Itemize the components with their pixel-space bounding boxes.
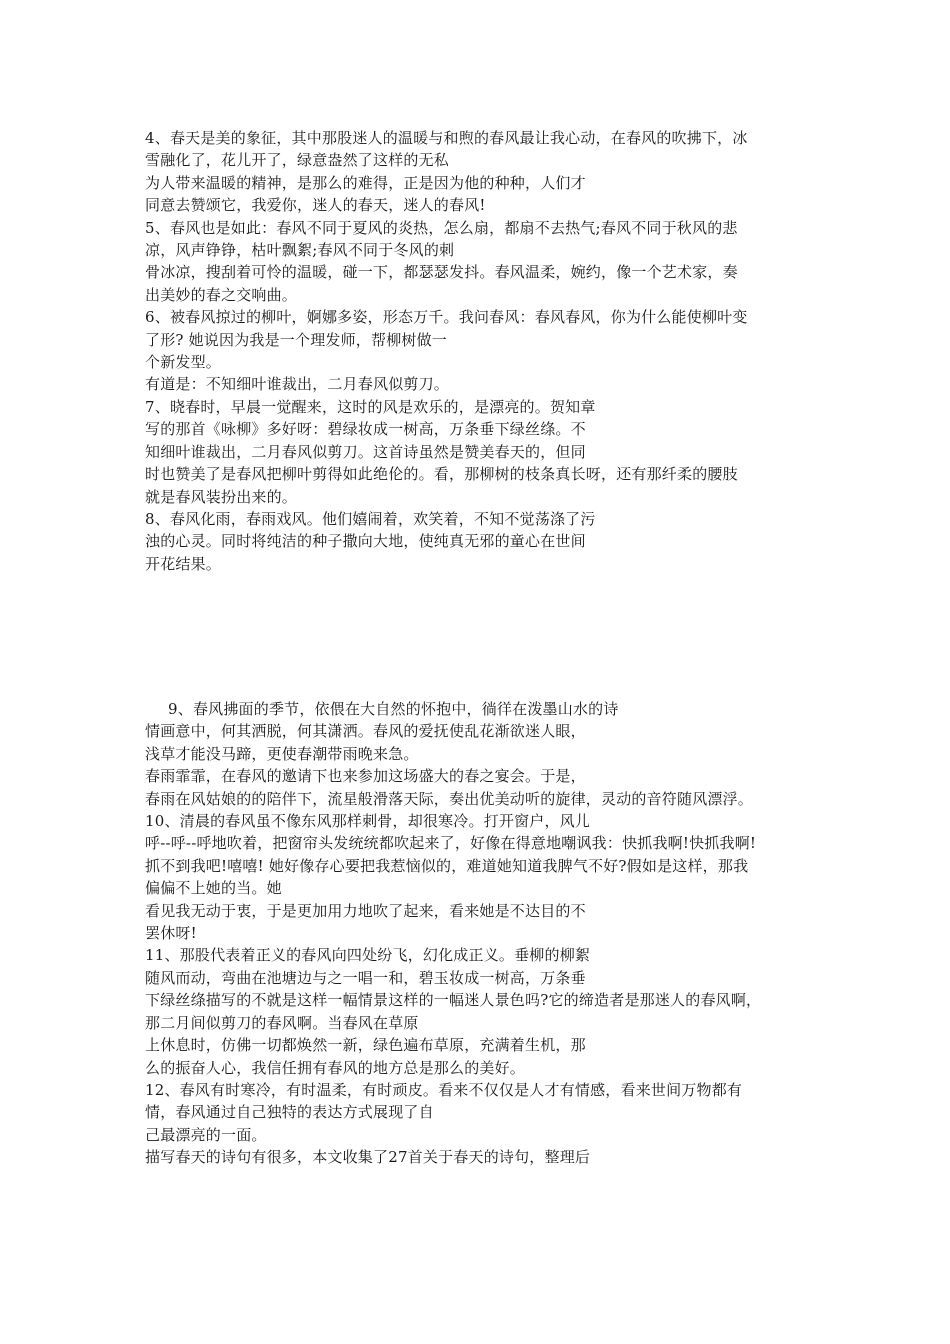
text-line: 上休息时，仿佛一切都焕然一新，绿色遍布草原，充满着生机，那 xyxy=(145,1036,586,1055)
text-line: 为人带来温暖的精神，是那么的难得，正是因为他的种种，人们才 xyxy=(145,173,586,192)
text-line: 呼--呼--呼地吹着，把窗帘头发统统都吹起来了，好像在得意地嘲讽我：快抓我啊!快抓我啊! xyxy=(145,834,757,853)
text-line: 就是春风装扮出来的。 xyxy=(145,487,298,506)
text-line: 4、春天是美的象征，其中那股迷人的温暖与和煦的春风最让我心动，在春风的吹拂下，冰 xyxy=(145,129,748,147)
text-line: 描写春天的诗句有很多，本文收集了27首关于春天的诗句，整理后 xyxy=(145,1148,591,1167)
text-line: 春雨霏霏，在春风的邀请下也来参加这场盛大的春之宴会。于是， xyxy=(145,767,586,786)
text-line: 春雨在风姑娘的的陪伴下，流星般滑落天际，奏出优美动听的旋律，灵动的音符随风漂浮。 xyxy=(145,789,754,808)
text-line: 知细叶谁裁出，二月春风似剪刀。这首诗虽然是赞美春天的，但同 xyxy=(145,442,586,461)
text-line: 写的那首《咏柳》多好呀：碧绿妆成一树高，万条垂下绿丝绦。不 xyxy=(145,420,586,439)
text-block-2 xyxy=(145,698,825,1169)
text-line: 10、清晨的春风虽不像东风那样刺骨，却很寒冷。打开窗户，风儿 xyxy=(145,812,591,831)
text-line: 偏偏不上她的当。她 xyxy=(145,879,282,898)
text-line: 9、春风拂面的季节，依偎在大自然的怀抱中，徜徉在泼墨山水的诗 xyxy=(168,700,619,718)
text-line: 有道是：不知细叶谁裁出，二月春风似剪刀。 xyxy=(145,375,450,394)
text-line: 抓不到我吧!嘻嘻! 她好像存心要把我惹恼似的，难道她知道我脾气不好?假如是这样，那我 xyxy=(145,856,749,875)
text-line: 情画意中，何其洒脱，何其潇洒。春风的爱抚使乱花渐欲迷人眼， xyxy=(145,722,586,741)
text-line: 己最漂亮的一面。 xyxy=(145,1125,267,1144)
text-line: 同意去赞颂它，我爱你，迷人的春天，迷人的春风! xyxy=(145,196,486,215)
text-line: 了形? 她说因为我是一个理发师，帮柳树做一 xyxy=(145,330,448,349)
text-line: 凉，风声铮铮，枯叶飘絮;春风不同于冬风的刺 xyxy=(145,241,455,260)
text-line: 雪融化了，花儿开了，绿意盎然了这样的无私 xyxy=(145,151,450,170)
text-line: 看见我无动于衷，于是更加用力地吹了起来，看来她是不达目的不 xyxy=(145,901,586,920)
text-line: 7、晓春时，早晨一觉醒来，这时的风是欢乐的，是漂亮的。贺知章 xyxy=(145,397,596,416)
text-line: 12、春风有时寒冷，有时温柔，有时顽皮。看来不仅仅是人才有情感，看来世间万物都有 xyxy=(145,1080,743,1099)
text-line: 浅草才能没马蹄，更使春潮带雨晚来急。 xyxy=(145,744,419,763)
text-line: 罢休呀! xyxy=(145,924,197,943)
text-line: 出美妙的春之交响曲。 xyxy=(145,285,298,304)
text-line: 随风而动，弯曲在池塘边与之一唱一和，碧玉妆成一树高，万条垂 xyxy=(145,968,586,987)
text-line: 情，春风通过自己独特的表达方式展现了自 xyxy=(145,1103,434,1122)
text-line: 个新发型。 xyxy=(145,353,222,372)
text-line: 6、被春风掠过的柳叶，婀娜多姿，形态万千。我问春风：春风春风，你为什么能使柳叶变 xyxy=(145,308,748,327)
text-line: 5、春风也是如此：春风不同于夏风的炎热，怎么扇，都扇不去热气;春风不同于秋风的悲 xyxy=(145,218,738,237)
text-line: 下绿丝绦描写的不就是这样一幅情景这样的一幅迷人景色吗?它的缔造者是那迷人的春风啊， xyxy=(145,991,762,1010)
text-line: 11、那股代表着正义的春风向四处纷飞，幻化成正义。垂柳的柳絮 xyxy=(145,946,591,965)
text-line: 时也赞美了是春风把柳叶剪得如此绝伦的。看，那柳树的枝条真长呀，还有那纤柔的腰肢 xyxy=(145,465,738,484)
text-line: 8、春风化雨，春雨戏风。他们嬉闹着，欢笑着，不知不觉荡涤了污 xyxy=(145,509,596,528)
text-line: 开花结果。 xyxy=(145,554,222,573)
text-line: 骨冰凉，搜刮着可怜的温暖，碰一下，都瑟瑟发抖。春风温柔，婉约，像一个艺术家，奏 xyxy=(145,263,738,282)
text-line: 么的振奋人心，我信任拥有春风的地方总是那么的美好。 xyxy=(145,1058,526,1077)
text-line: 浊的心灵。同时将纯洁的种子撒向大地，使纯真无邪的童心在世间 xyxy=(145,532,586,551)
text-line: 那二月间似剪刀的春风啊。当春风在草原 xyxy=(145,1013,419,1032)
text-block-1 xyxy=(145,127,825,575)
